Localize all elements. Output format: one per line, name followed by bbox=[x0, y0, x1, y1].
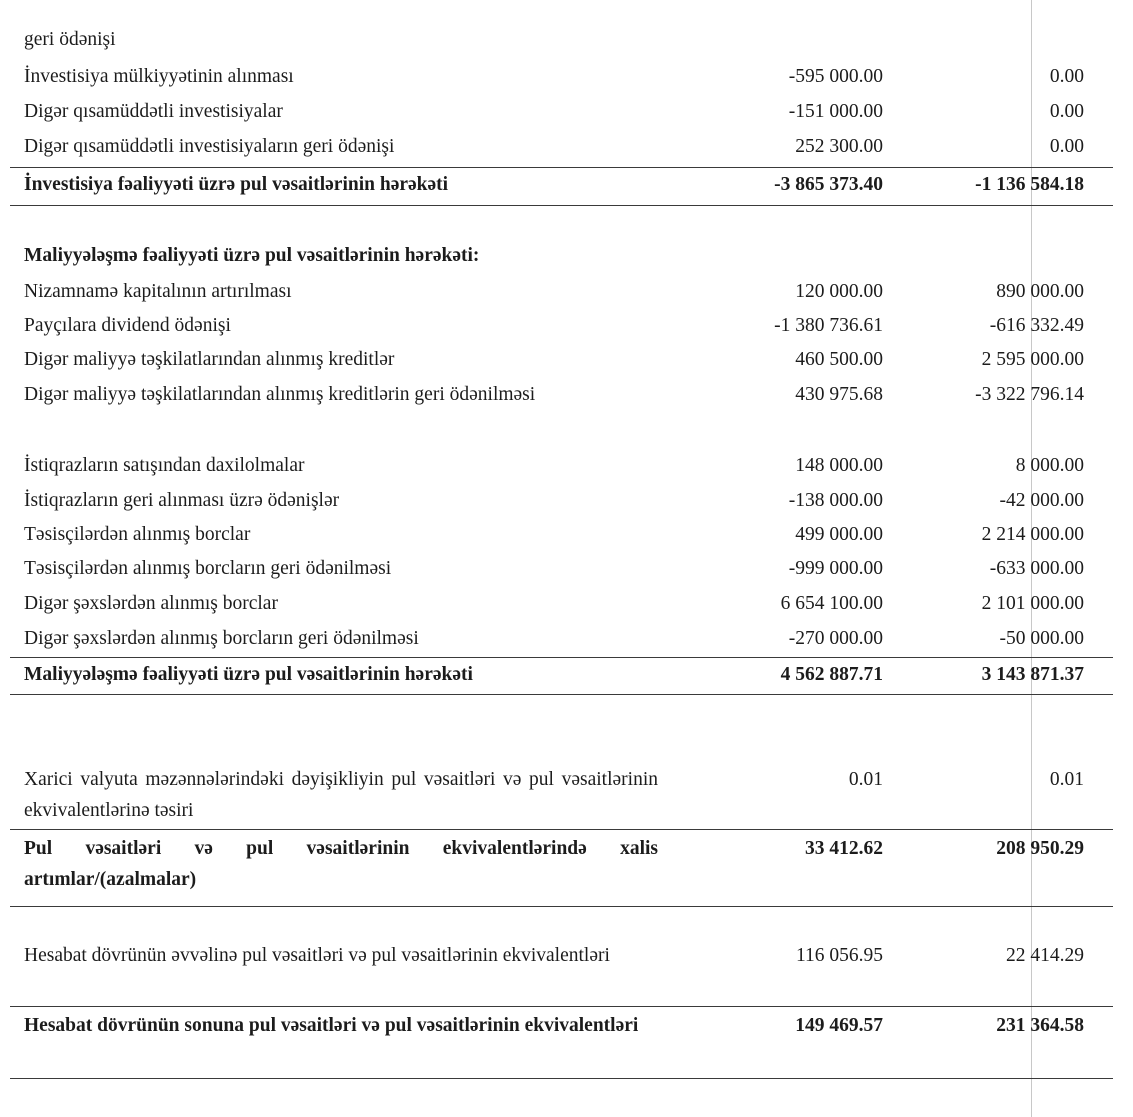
row-label: Nizamnamə kapitalının artırılması bbox=[24, 281, 292, 302]
row-label: geri ödənişi bbox=[24, 29, 116, 50]
row-label: Xarici valyuta məzənnələrindəki dəyişikliyin pul vəsaitləri və pul vəsaitlərinin ekvivalentlərinə təsiri bbox=[24, 769, 658, 821]
row-label: İstiqrazların geri alınması üzrə ödənişlər bbox=[24, 490, 340, 511]
current-period-value: 4 562 887.71 bbox=[780, 664, 883, 685]
prior-period-value: 2 214 000.00 bbox=[981, 524, 1084, 545]
current-period-value: 499 000.00 bbox=[795, 524, 883, 545]
row-label: Maliyyələşmə fəaliyyəti üzrə pul vəsaitlərinin hərəkəti bbox=[24, 664, 473, 685]
row-label: Təsisçilərdən alınmış borcların geri ödənilməsi bbox=[24, 558, 392, 579]
row-label: İnvestisiya fəaliyyəti üzrə pul vəsaitlərinin hərəkəti bbox=[24, 174, 449, 195]
prior-period-value: -616 332.49 bbox=[989, 315, 1084, 336]
row-label: Digər qısamüddətli investisiyalar bbox=[24, 101, 283, 122]
prior-period-value: 890 000.00 bbox=[996, 281, 1084, 302]
prior-period-value: -633 000.00 bbox=[989, 558, 1084, 579]
current-period-value: -138 000.00 bbox=[788, 490, 883, 511]
row-label: Digər maliyyə təşkilatlarından alınmış kreditlər bbox=[24, 349, 395, 370]
current-period-value: 6 654 100.00 bbox=[780, 593, 883, 614]
prior-period-value: -42 000.00 bbox=[999, 490, 1084, 511]
current-period-value: 149 469.57 bbox=[795, 1015, 883, 1036]
prior-period-value: 0.00 bbox=[1049, 136, 1084, 157]
current-period-value: -151 000.00 bbox=[788, 101, 883, 122]
prior-period-value: 0.00 bbox=[1049, 66, 1084, 87]
current-period-value: -1 380 736.61 bbox=[774, 315, 883, 336]
row-divider bbox=[10, 1078, 1113, 1079]
current-period-value: -999 000.00 bbox=[788, 558, 883, 579]
current-period-value: 460 500.00 bbox=[795, 349, 883, 370]
prior-period-value: 8 000.00 bbox=[1015, 455, 1084, 476]
current-period-value: 148 000.00 bbox=[795, 455, 883, 476]
row-label: Digər şəxslərdən alınmış borclar bbox=[24, 593, 278, 614]
prior-period-value: 3 143 871.37 bbox=[981, 664, 1084, 685]
current-period-value: -595 000.00 bbox=[788, 66, 883, 87]
row-label: İstiqrazların satışından daxilolmalar bbox=[24, 455, 305, 476]
prior-period-value: 0.00 bbox=[1049, 101, 1084, 122]
current-period-value: 430 975.68 bbox=[795, 384, 883, 405]
row-divider bbox=[10, 906, 1113, 907]
current-period-value: 33 412.62 bbox=[805, 838, 883, 859]
row-divider bbox=[10, 1006, 1113, 1007]
row-divider bbox=[10, 205, 1113, 206]
row-label: Hesabat dövrünün sonuna pul vəsaitləri və pul vəsaitlərinin ekvivalentləri bbox=[24, 1015, 639, 1036]
row-divider bbox=[10, 694, 1113, 695]
prior-period-value: 0.01 bbox=[1049, 769, 1084, 790]
row-label: İnvestisiya mülkiyyətinin alınması bbox=[24, 66, 294, 87]
current-period-value: 116 056.95 bbox=[795, 945, 883, 966]
current-period-value: 120 000.00 bbox=[795, 281, 883, 302]
row-divider bbox=[10, 167, 1113, 168]
current-period-value: 252 300.00 bbox=[795, 136, 883, 157]
row-label: Təsisçilərdən alınmış borclar bbox=[24, 524, 251, 545]
row-label: Hesabat dövrünün əvvəlinə pul vəsaitləri və pul vəsaitlərinin ekvivalentləri bbox=[24, 945, 610, 966]
prior-period-value: -50 000.00 bbox=[999, 628, 1084, 649]
row-label: Digər qısamüddətli investisiyaların geri ödənişi bbox=[24, 136, 395, 157]
current-period-value: 0.01 bbox=[848, 769, 883, 790]
prior-period-value: 22 414.29 bbox=[1006, 945, 1084, 966]
current-period-value: -3 865 373.40 bbox=[774, 174, 883, 195]
section-title: Maliyyələşmə fəaliyyəti üzrə pul vəsaitlərinin hərəkəti: bbox=[24, 245, 480, 266]
row-label: Payçılara dividend ödənişi bbox=[24, 315, 231, 336]
row-divider bbox=[10, 829, 1113, 830]
prior-period-value: -1 136 584.18 bbox=[975, 174, 1084, 195]
row-divider bbox=[10, 657, 1113, 658]
prior-period-value: 231 364.58 bbox=[996, 1015, 1084, 1036]
prior-period-value: -3 322 796.14 bbox=[975, 384, 1084, 405]
prior-period-value: 2 595 000.00 bbox=[981, 349, 1084, 370]
prior-period-value: 2 101 000.00 bbox=[981, 593, 1084, 614]
row-label: Digər şəxslərdən alınmış borcların geri ödənilməsi bbox=[24, 628, 419, 649]
row-label: Digər maliyyə təşkilatlarından alınmış kreditlərin geri ödənilməsi bbox=[24, 384, 536, 405]
current-period-value: -270 000.00 bbox=[788, 628, 883, 649]
row-label: Pul vəsaitləri və pul vəsaitlərinin ekvivalentlərində xalis artımlar/(azalmalar) bbox=[24, 838, 658, 890]
prior-period-value: 208 950.29 bbox=[996, 838, 1084, 859]
